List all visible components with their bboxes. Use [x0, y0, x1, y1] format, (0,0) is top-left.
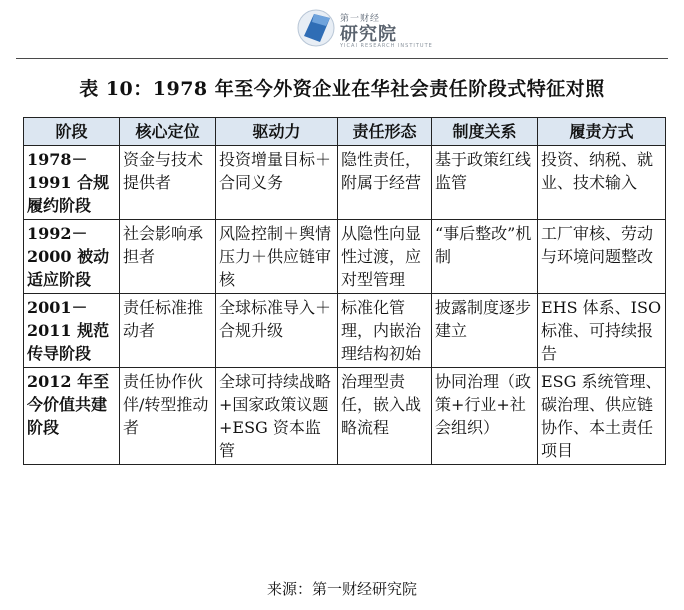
table-cell: 隐性责任，附属于经营 — [338, 146, 432, 220]
table-cell: ESG 系统管理、碳治理、供应链协作、本土责任项目 — [538, 368, 666, 465]
table-row — [24, 220, 666, 294]
column-header: 驱动力 — [216, 118, 338, 146]
table-header-row — [24, 118, 666, 146]
stage-cell: 1978－1991 合规履约阶段 — [24, 146, 120, 220]
table-cell: 投资增量目标＋合同义务 — [216, 146, 338, 220]
logo — [296, 6, 476, 56]
table-cell: “事后整改”机制 — [432, 220, 538, 294]
comparison-table — [23, 117, 666, 465]
logo-top-text: 第一财经 — [340, 14, 381, 24]
table-cell: 披露制度逐步建立 — [432, 294, 538, 368]
table-row — [24, 368, 666, 465]
table-cell: 工厂审核、劳动与环境问题整改 — [538, 220, 666, 294]
column-header: 履责方式 — [538, 118, 666, 146]
table-cell: 标准化管理，内嵌治理结构初始 — [338, 294, 432, 368]
table-cell: 全球可持续战略+国家政策议题+ESG 资本监管 — [216, 368, 338, 465]
stage-cell: 1992－2000 被动适应阶段 — [24, 220, 120, 294]
table-cell: EHS 体系、ISO 标准、可持续报告 — [538, 294, 666, 368]
table-cell: 责任标准推动者 — [120, 294, 216, 368]
logo-sub-text: YICAI RESEARCH INSTITUTE — [340, 43, 433, 49]
source-note: 来源：第一财经研究院 — [266, 580, 417, 598]
logo-main-text: 研究院 — [340, 24, 397, 45]
table-cell: 资金与技术提供者 — [120, 146, 216, 220]
column-header: 制度关系 — [432, 118, 538, 146]
logo-mark-icon — [296, 6, 336, 50]
table-cell: 协同治理（政策+行业+社会组织） — [432, 368, 538, 465]
column-header: 责任形态 — [338, 118, 432, 146]
table-cell: 风险控制＋舆情压力＋供应链审核 — [216, 220, 338, 294]
stage-cell: 2001－2011 规范传导阶段 — [24, 294, 120, 368]
table-row — [24, 294, 666, 368]
table-cell: 社会影响承担者 — [120, 220, 216, 294]
header-divider — [16, 58, 668, 59]
table-cell: 投资、纳税、就业、技术输入 — [538, 146, 666, 220]
table-title: 表 10：1978 年至今外资企业在华社会责任阶段式特征对照 — [79, 78, 605, 100]
table-cell: 全球标准导入＋合规升级 — [216, 294, 338, 368]
table-cell: 基于政策红线监管 — [432, 146, 538, 220]
table-cell: 治理型责任，嵌入战略流程 — [338, 368, 432, 465]
column-header: 核心定位 — [120, 118, 216, 146]
table-cell: 从隐性向显性过渡，应对型管理 — [338, 220, 432, 294]
table-cell: 责任协作伙伴/转型推动者 — [120, 368, 216, 465]
table-row — [24, 146, 666, 220]
column-header: 阶段 — [24, 118, 120, 146]
stage-cell: 2012 年至今价值共建阶段 — [24, 368, 120, 465]
